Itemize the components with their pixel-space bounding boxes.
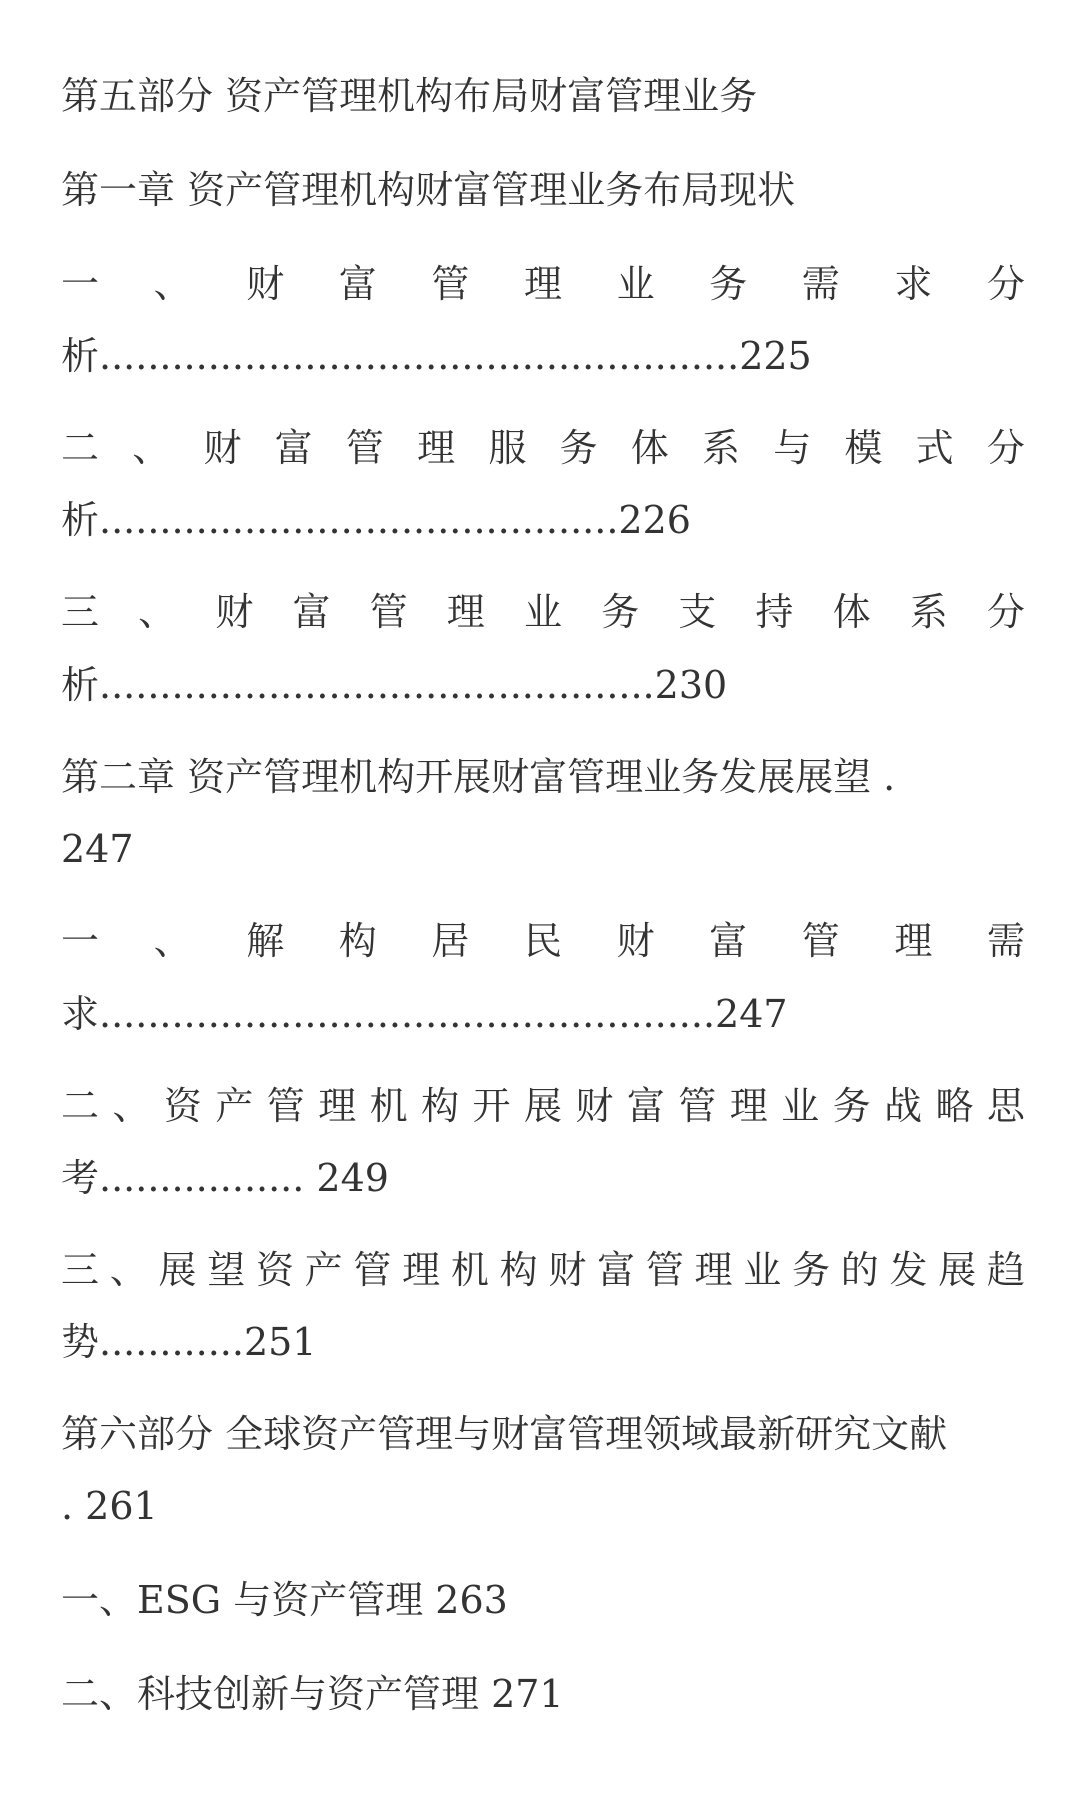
spread-char: 分 bbox=[986, 426, 1025, 470]
spread-char: 构 bbox=[338, 919, 377, 963]
chapter1-section1-line1 bbox=[61, 260, 1025, 308]
spread-char: 产 bbox=[304, 1248, 343, 1292]
spread-char: 望 bbox=[207, 1248, 246, 1292]
spread-char: 财 bbox=[246, 262, 285, 306]
spread-char: 务 bbox=[601, 590, 640, 634]
spread-char: 略 bbox=[935, 1084, 974, 1128]
spread-char: 财 bbox=[548, 1248, 587, 1292]
spread-char: 产 bbox=[215, 1084, 254, 1128]
spread-char: 二 bbox=[61, 426, 100, 470]
spread-char: 机 bbox=[450, 1248, 489, 1292]
spread-char: 管 bbox=[678, 1084, 717, 1128]
spread-char: 管 bbox=[645, 1248, 684, 1292]
spread-char: 富 bbox=[626, 1084, 665, 1128]
chapter2-section3-line2: 势............251 bbox=[61, 1320, 317, 1364]
spread-char: 式 bbox=[915, 426, 954, 470]
spread-char: 系 bbox=[909, 590, 948, 634]
spread-char: 开 bbox=[472, 1084, 511, 1128]
spread-char: 理 bbox=[417, 426, 456, 470]
part6-page: . 261 bbox=[61, 1484, 158, 1528]
spread-char: 战 bbox=[884, 1084, 923, 1128]
spread-char: 构 bbox=[421, 1084, 460, 1128]
chapter2-section3-line1 bbox=[61, 1246, 1025, 1294]
chapter1-section2-line1 bbox=[61, 424, 1025, 472]
spread-char: 展 bbox=[158, 1248, 197, 1292]
part6-section1: 一、ESG 与资产管理 263 bbox=[61, 1578, 508, 1622]
chapter2-section2-line2: 考................. 249 bbox=[61, 1156, 389, 1200]
spread-char: 展 bbox=[938, 1248, 977, 1292]
spread-char: 富 bbox=[338, 262, 377, 306]
spread-char: 解 bbox=[246, 919, 285, 963]
spread-char: 展 bbox=[523, 1084, 562, 1128]
spread-char: 管 bbox=[266, 1084, 305, 1128]
spread-char: 理 bbox=[446, 590, 485, 634]
spread-char: 财 bbox=[575, 1084, 614, 1128]
spread-char: 资 bbox=[163, 1084, 202, 1128]
chapter2-section2-line1 bbox=[61, 1082, 1025, 1130]
spread-char: 富 bbox=[274, 426, 313, 470]
spread-char: 与 bbox=[773, 426, 812, 470]
spread-char: 思 bbox=[986, 1084, 1025, 1128]
spread-char: 务 bbox=[832, 1084, 871, 1128]
spread-char: 趋 bbox=[986, 1248, 1025, 1292]
spread-char: 管 bbox=[801, 919, 840, 963]
spread-char: 富 bbox=[597, 1248, 636, 1292]
chapter2-section1-line1 bbox=[61, 917, 1025, 965]
spread-char: 、 bbox=[153, 919, 192, 963]
spread-char: 需 bbox=[986, 919, 1025, 963]
spread-char: 、 bbox=[112, 1084, 151, 1128]
chapter2-page: 247 bbox=[61, 827, 134, 871]
spread-char: 理 bbox=[318, 1084, 357, 1128]
spread-char: 需 bbox=[801, 262, 840, 306]
spread-char: 富 bbox=[292, 590, 331, 634]
spread-char: 分 bbox=[986, 262, 1025, 306]
part6-section2: 二、科技创新与资产管理 271 bbox=[61, 1672, 564, 1716]
spread-char: 务 bbox=[792, 1248, 831, 1292]
chapter1-section1-line2: 析.....................................................225 bbox=[61, 334, 812, 378]
chapter1-title: 第一章 资产管理机构财富管理业务布局现状 bbox=[61, 168, 796, 212]
spread-char: 、 bbox=[138, 590, 177, 634]
spread-char: 体 bbox=[630, 426, 669, 470]
part5-title: 第五部分 资产管理机构布局财富管理业务 bbox=[61, 74, 758, 118]
spread-char: 持 bbox=[755, 590, 794, 634]
spread-char: 管 bbox=[353, 1248, 392, 1292]
spread-char: 三 bbox=[61, 1248, 100, 1292]
spread-char: 业 bbox=[523, 590, 562, 634]
chapter1-section3-line2: 析..............................................230 bbox=[61, 663, 728, 707]
spread-char: 、 bbox=[132, 426, 171, 470]
spread-char: 理 bbox=[894, 919, 933, 963]
spread-char: 务 bbox=[559, 426, 598, 470]
spread-char: 业 bbox=[743, 1248, 782, 1292]
spread-char: 财 bbox=[616, 919, 655, 963]
spread-char: 居 bbox=[431, 919, 470, 963]
spread-char: 民 bbox=[523, 919, 562, 963]
chapter1-section3-line1 bbox=[61, 588, 1025, 636]
spread-char: 财 bbox=[215, 590, 254, 634]
spread-char: 管 bbox=[345, 426, 384, 470]
spread-char: 三 bbox=[61, 590, 100, 634]
spread-char: 业 bbox=[616, 262, 655, 306]
spread-char: 机 bbox=[369, 1084, 408, 1128]
spread-char: 理 bbox=[694, 1248, 733, 1292]
chapter2-section1-line2: 求...................................................247 bbox=[61, 992, 788, 1036]
spread-char: 、 bbox=[109, 1248, 148, 1292]
spread-char: 、 bbox=[153, 262, 192, 306]
spread-char: 理 bbox=[729, 1084, 768, 1128]
part6-title: 第六部分 全球资产管理与财富管理领域最新研究文献 bbox=[61, 1412, 948, 1456]
spread-char: 发 bbox=[889, 1248, 928, 1292]
spread-char: 管 bbox=[369, 590, 408, 634]
spread-char: 的 bbox=[840, 1248, 879, 1292]
spread-char: 理 bbox=[523, 262, 562, 306]
spread-char: 支 bbox=[678, 590, 717, 634]
chapter1-section2-line2: 析...........................................226 bbox=[61, 498, 691, 542]
spread-char: 财 bbox=[203, 426, 242, 470]
spread-char: 求 bbox=[894, 262, 933, 306]
spread-char: 务 bbox=[709, 262, 748, 306]
spread-char: 一 bbox=[61, 262, 100, 306]
spread-char: 分 bbox=[986, 590, 1025, 634]
spread-char: 富 bbox=[709, 919, 748, 963]
spread-char: 二 bbox=[61, 1084, 100, 1128]
spread-char: 系 bbox=[701, 426, 740, 470]
chapter2-title: 第二章 资产管理机构开展财富管理业务发展展望 . bbox=[61, 755, 896, 799]
spread-char: 理 bbox=[402, 1248, 441, 1292]
spread-char: 模 bbox=[844, 426, 883, 470]
spread-char: 资 bbox=[255, 1248, 294, 1292]
spread-char: 体 bbox=[832, 590, 871, 634]
spread-char: 服 bbox=[488, 426, 527, 470]
spread-char: 一 bbox=[61, 919, 100, 963]
spread-char: 构 bbox=[499, 1248, 538, 1292]
spread-char: 业 bbox=[781, 1084, 820, 1128]
spread-char: 管 bbox=[431, 262, 470, 306]
